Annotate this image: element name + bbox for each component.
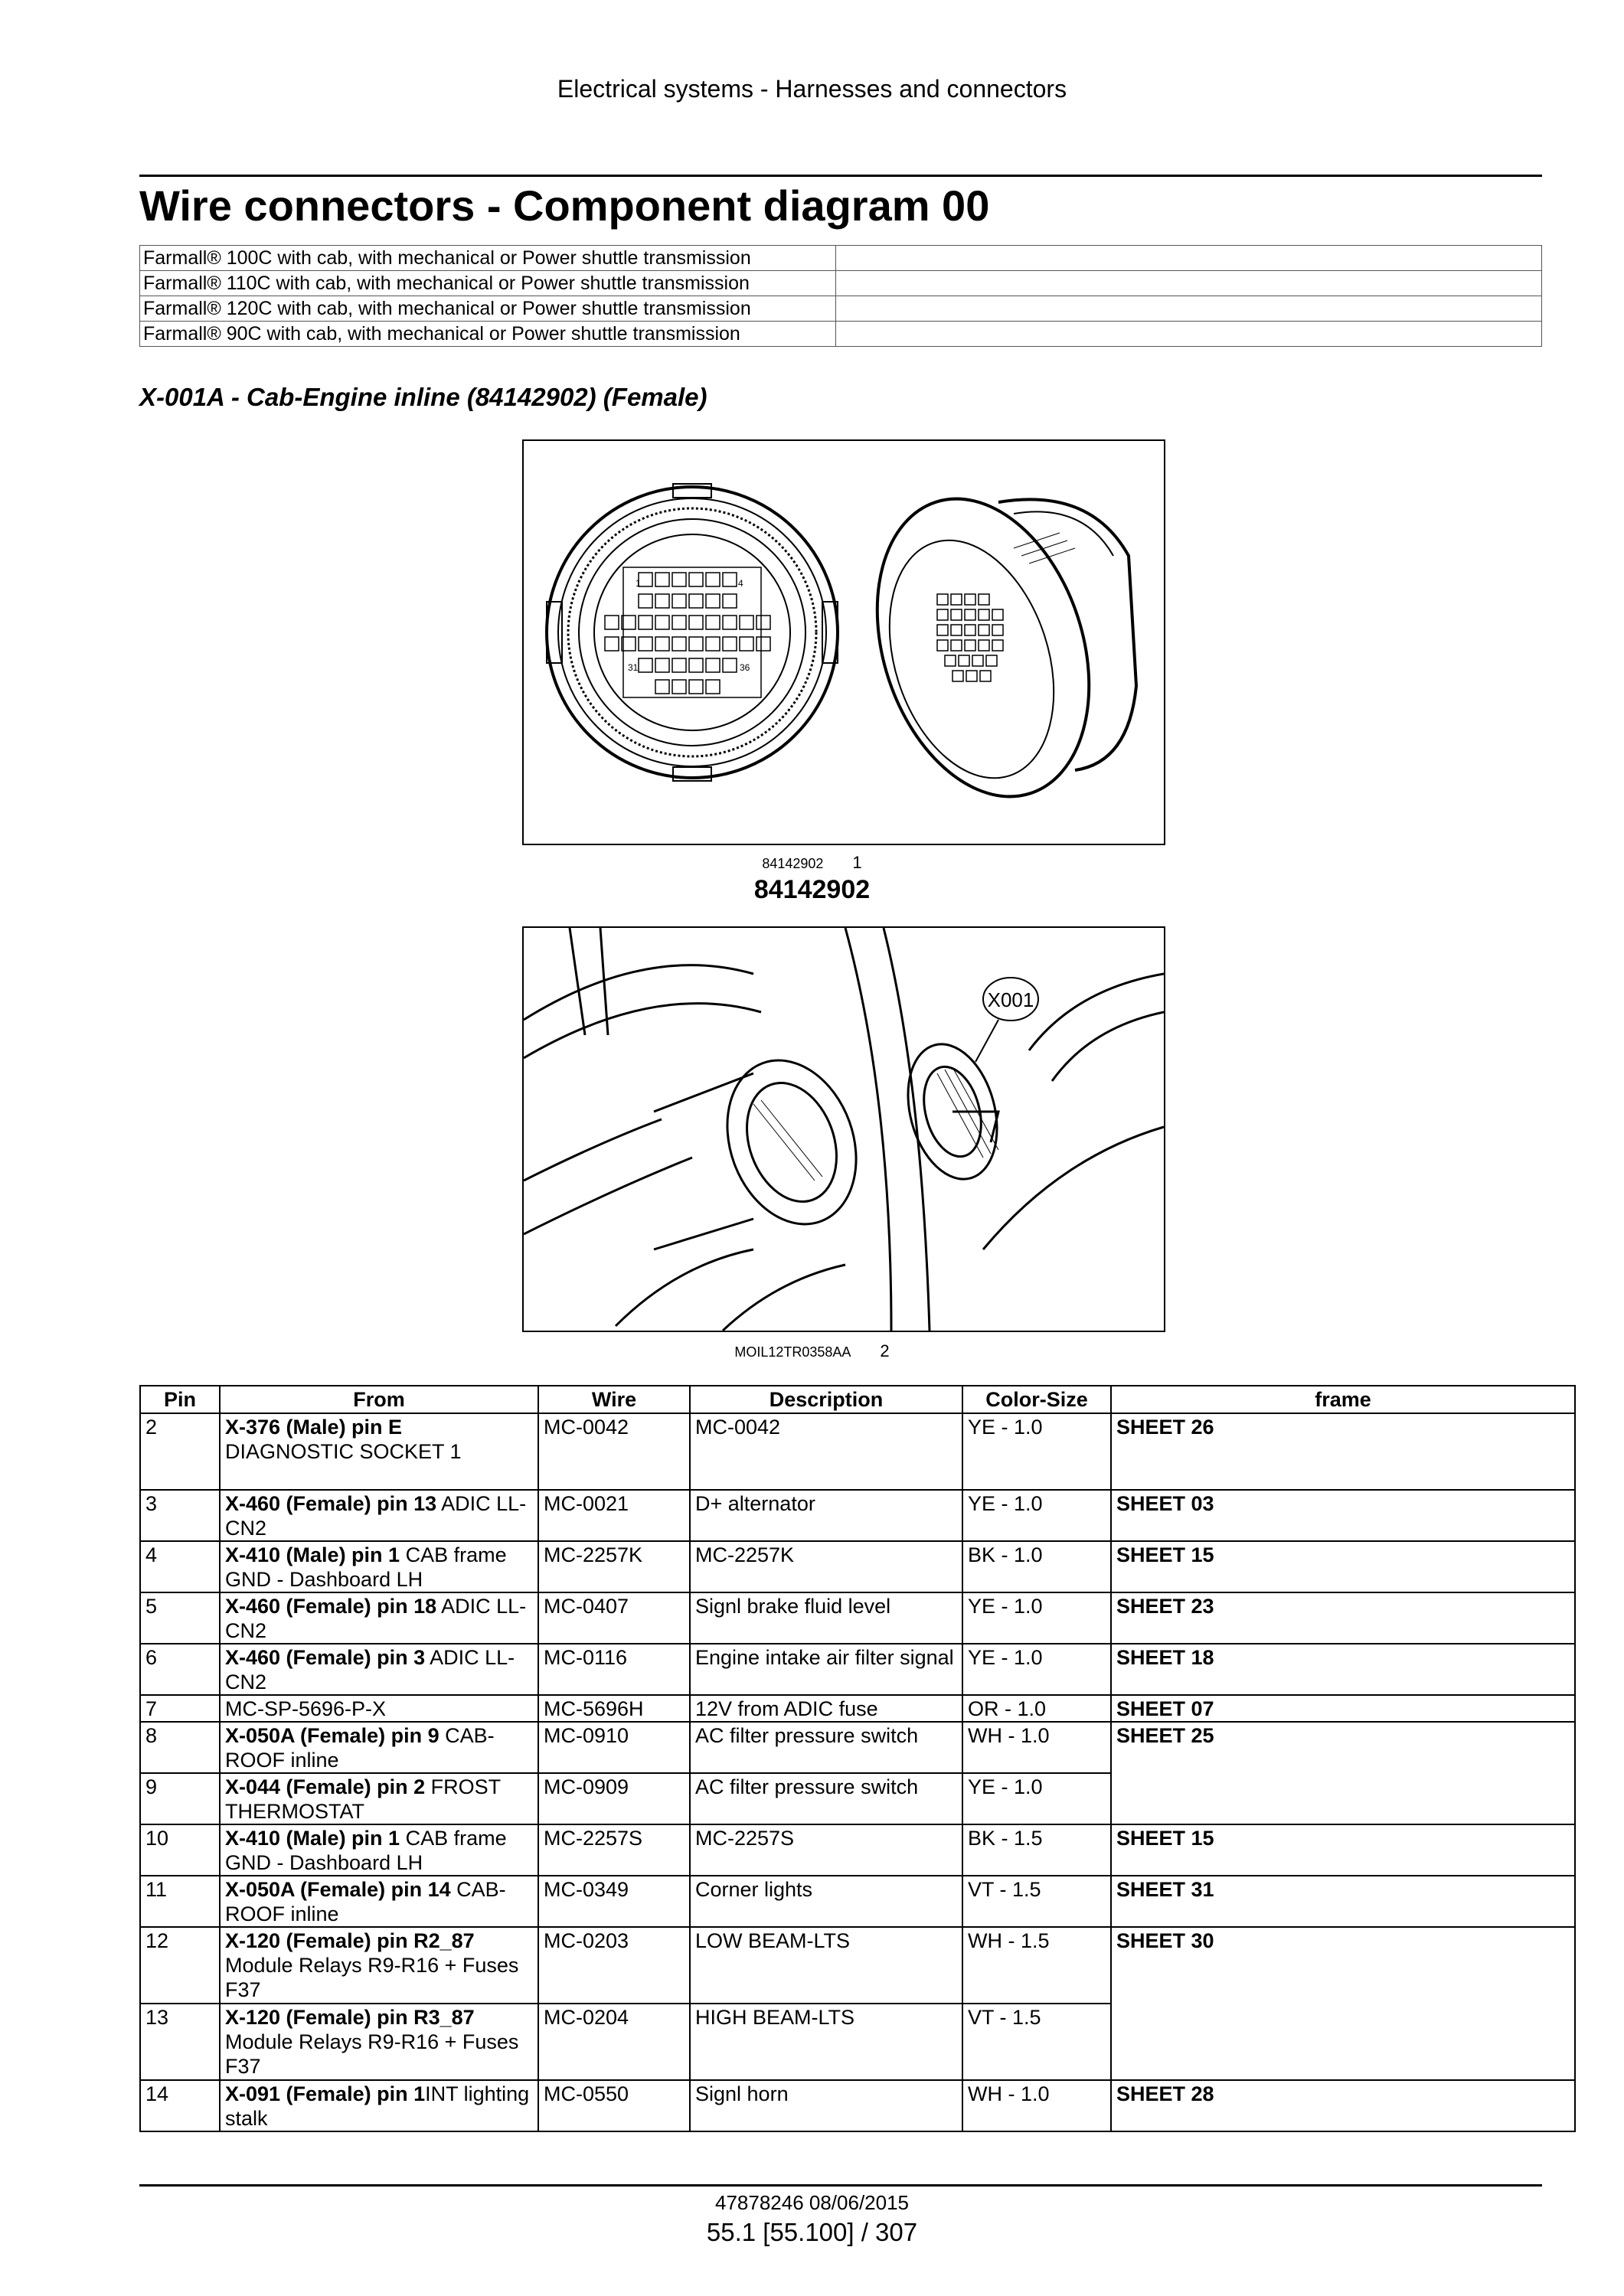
frame-cell: SHEET 03 (1111, 1490, 1575, 1541)
from-detail: INT lighting stalk (225, 2082, 530, 2130)
from-cell (220, 1541, 538, 1592)
from-connector: X-460 (Female) pin 13 (225, 1492, 437, 1515)
header-color-size: Color-Size (962, 1386, 1111, 1413)
connector-3d-view (841, 472, 1136, 825)
page-title: Wire connectors - Component diagram 00 (139, 181, 990, 230)
pin-label: 1 (636, 578, 641, 589)
frame-cell: SHEET 15 (1111, 1541, 1575, 1592)
table-row (140, 1413, 1575, 1490)
from-connector: X-050A (Female) pin 9 (225, 1724, 439, 1747)
pin-cell: 6 (140, 1644, 220, 1695)
description-cell: LOW BEAM-LTS (690, 1927, 962, 2004)
wire-cell: MC-0204 (538, 2004, 690, 2080)
color-size-cell: OR - 1.0 (962, 1695, 1111, 1722)
from-cell (220, 2004, 538, 2080)
header-description: Description (690, 1386, 962, 1413)
wire-cell: MC-0550 (538, 2080, 690, 2131)
color-size-cell: YE - 1.0 (962, 1644, 1111, 1695)
table-row (140, 1541, 1575, 1592)
pin-cell: 14 (140, 2080, 220, 2131)
color-size-cell: YE - 1.0 (962, 1413, 1111, 1490)
description-cell: MC-2257S (690, 1824, 962, 1876)
footer-page-number: 55.1 [55.100] / 307 (706, 2218, 918, 2246)
wire-cell: MC-2257S (538, 1824, 690, 1876)
wire-cell: MC-0910 (538, 1722, 690, 1773)
from-cell (220, 1695, 538, 1722)
model-name: Farmall® 110C with cab, with mechanical or Power shuttle transmission (140, 271, 836, 296)
header-from: From (220, 1386, 538, 1413)
description-cell: HIGH BEAM-LTS (690, 2004, 962, 2080)
x001-label: X001 (987, 988, 1034, 1011)
connector-subtitle: X-001A - Cab-Engine inline (84142902) (Female) (139, 383, 707, 411)
header-rule (139, 175, 1542, 177)
description-cell: AC filter pressure switch (690, 1722, 962, 1773)
pin-label: 4 (738, 578, 743, 589)
wire-cell: MC-0203 (538, 1927, 690, 2004)
pin-cell: 2 (140, 1413, 220, 1490)
pin-cell: 4 (140, 1541, 220, 1592)
from-detail: ADIC LL-CN2 (225, 1595, 527, 1642)
table-row (140, 1490, 1575, 1541)
model-blank-cell (836, 246, 1542, 271)
color-size-cell: YE - 1.0 (962, 1773, 1111, 1824)
pin-cell: 10 (140, 1824, 220, 1876)
frame-cell: SHEET 07 (1111, 1695, 1575, 1722)
from-detail: MC-SP-5696-P-X (225, 1697, 387, 1720)
color-size-cell: BK - 1.0 (962, 1541, 1111, 1592)
description-cell: D+ alternator (690, 1490, 962, 1541)
table-row (140, 2080, 1575, 2131)
pin-cell: 9 (140, 1773, 220, 1824)
figure1-number: 1 (852, 853, 862, 872)
from-detail: CAB frame GND - Dashboard LH (225, 1543, 507, 1591)
model-row (140, 322, 1542, 347)
model-row (140, 271, 1542, 296)
model-applicability-table (139, 245, 1542, 347)
figure2-caption (0, 1341, 1624, 1361)
description-cell: Signl brake fluid level (690, 1592, 962, 1644)
page-header: Electrical systems - Harnesses and connectors (557, 75, 1067, 103)
from-connector: X-410 (Male) pin 1 (225, 1827, 400, 1850)
from-connector: X-044 (Female) pin 2 (225, 1775, 426, 1798)
connector-location-illustration (522, 926, 1165, 1332)
figure1-ref: 84142902 (762, 856, 824, 871)
connector-illustration (522, 439, 1165, 845)
description-cell: AC filter pressure switch (690, 1773, 962, 1824)
pin-cell: 8 (140, 1722, 220, 1773)
from-cell (220, 1824, 538, 1876)
description-cell: Corner lights (690, 1876, 962, 1927)
pin-cell: 11 (140, 1876, 220, 1927)
table-row (140, 1927, 1575, 2004)
frame-cell: SHEET 30 (1111, 1927, 1575, 2080)
table-row (140, 1876, 1575, 1927)
header-wire: Wire (538, 1386, 690, 1413)
frame-cell: SHEET 25 (1111, 1722, 1575, 1824)
table-row (140, 1695, 1575, 1722)
color-size-cell: WH - 1.5 (962, 1927, 1111, 2004)
from-cell (220, 1644, 538, 1695)
figure2-number: 2 (880, 1341, 890, 1360)
wire-cell: MC-0116 (538, 1644, 690, 1695)
wire-cell: MC-0021 (538, 1490, 690, 1541)
from-cell (220, 1876, 538, 1927)
pin-cell: 13 (140, 2004, 220, 2080)
from-cell (220, 1592, 538, 1644)
from-connector: X-460 (Female) pin 18 (225, 1595, 437, 1618)
footer-rule (139, 2184, 1542, 2187)
pin-assignment-table (139, 1385, 1576, 2132)
frame-cell: SHEET 28 (1111, 2080, 1575, 2131)
color-size-cell: YE - 1.0 (962, 1490, 1111, 1541)
frame-cell: SHEET 15 (1111, 1824, 1575, 1876)
table-row (140, 1824, 1575, 1876)
model-name: Farmall® 120C with cab, with mechanical or Power shuttle transmission (140, 296, 836, 322)
model-name: Farmall® 100C with cab, with mechanical or Power shuttle transmission (140, 246, 836, 271)
description-cell: MC-2257K (690, 1541, 962, 1592)
pin-table-header (140, 1386, 1575, 1413)
from-cell (220, 1773, 538, 1824)
color-size-cell: VT - 1.5 (962, 2004, 1111, 2080)
description-cell: Signl horn (690, 2080, 962, 2131)
color-size-cell: WH - 1.0 (962, 2080, 1111, 2131)
color-size-cell: YE - 1.0 (962, 1592, 1111, 1644)
pin-cell: 7 (140, 1695, 220, 1722)
model-blank-cell (836, 322, 1542, 347)
frame-cell: SHEET 23 (1111, 1592, 1575, 1644)
color-size-cell: BK - 1.5 (962, 1824, 1111, 1876)
color-size-cell: WH - 1.0 (962, 1722, 1111, 1773)
description-cell: 12V from ADIC fuse (690, 1695, 962, 1722)
from-connector: X-120 (Female) pin R3_87 (225, 2006, 475, 2029)
wire-cell: MC-0042 (538, 1413, 690, 1490)
model-row (140, 246, 1542, 271)
from-connector: X-460 (Female) pin 3 (225, 1646, 426, 1669)
pin-label: 31 (628, 662, 639, 673)
from-cell (220, 1927, 538, 2004)
from-cell (220, 1413, 538, 1490)
connector-front-face (547, 484, 838, 781)
pin-label: 36 (740, 662, 750, 673)
footer-doc-ref: 47878246 08/06/2015 (714, 2191, 910, 2214)
frame-cell: SHEET 18 (1111, 1644, 1575, 1695)
wire-cell: MC-0909 (538, 1773, 690, 1824)
pin-cell: 5 (140, 1592, 220, 1644)
from-cell (220, 1722, 538, 1773)
color-size-cell: VT - 1.5 (962, 1876, 1111, 1927)
from-detail: Module Relays R9-R16 + Fuses F37 (225, 1954, 519, 2001)
from-cell (220, 1490, 538, 1541)
pin-cell: 12 (140, 1927, 220, 2004)
wire-cell: MC-5696H (538, 1695, 690, 1722)
from-connector: X-091 (Female) pin 1 (225, 2082, 426, 2105)
header-pin: Pin (140, 1386, 220, 1413)
model-row (140, 296, 1542, 322)
from-detail: CAB-ROOF inline (225, 1724, 495, 1772)
wire-cell: MC-0407 (538, 1592, 690, 1644)
from-connector: X-120 (Female) pin R2_87 (225, 1929, 475, 1952)
from-detail: ADIC LL-CN2 (225, 1492, 527, 1540)
table-row (140, 1722, 1575, 1773)
model-blank-cell (836, 296, 1542, 322)
header-frame: frame (1111, 1386, 1575, 1413)
from-detail: FROST THERMOSTAT (225, 1775, 501, 1823)
from-detail: CAB-ROOF inline (225, 1878, 506, 1925)
wire-cell: MC-0349 (538, 1876, 690, 1927)
from-connector: X-410 (Male) pin 1 (225, 1543, 400, 1566)
table-row (140, 1592, 1575, 1644)
model-name: Farmall® 90C with cab, with mechanical or Power shuttle transmission (140, 322, 836, 347)
pin-cell: 3 (140, 1490, 220, 1541)
part-number: 84142902 (753, 875, 871, 904)
description-cell: Engine intake air filter signal (690, 1644, 962, 1695)
table-row (140, 1644, 1575, 1695)
from-detail: CAB frame GND - Dashboard LH (225, 1827, 507, 1874)
from-connector: X-376 (Male) pin E (225, 1416, 403, 1439)
from-detail: DIAGNOSTIC SOCKET 1 (225, 1440, 462, 1463)
frame-cell: SHEET 31 (1111, 1876, 1575, 1927)
from-detail: Module Relays R9-R16 + Fuses F37 (225, 2030, 519, 2078)
figure1-caption (0, 853, 1624, 873)
from-cell (220, 2080, 538, 2131)
wire-cell: MC-2257K (538, 1541, 690, 1592)
from-detail: ADIC LL-CN2 (225, 1646, 515, 1693)
from-connector: X-050A (Female) pin 14 (225, 1878, 451, 1901)
frame-cell: SHEET 26 (1111, 1413, 1575, 1490)
model-blank-cell (836, 271, 1542, 296)
figure2-ref: MOIL12TR0358AA (734, 1344, 851, 1360)
description-cell: MC-0042 (690, 1413, 962, 1490)
